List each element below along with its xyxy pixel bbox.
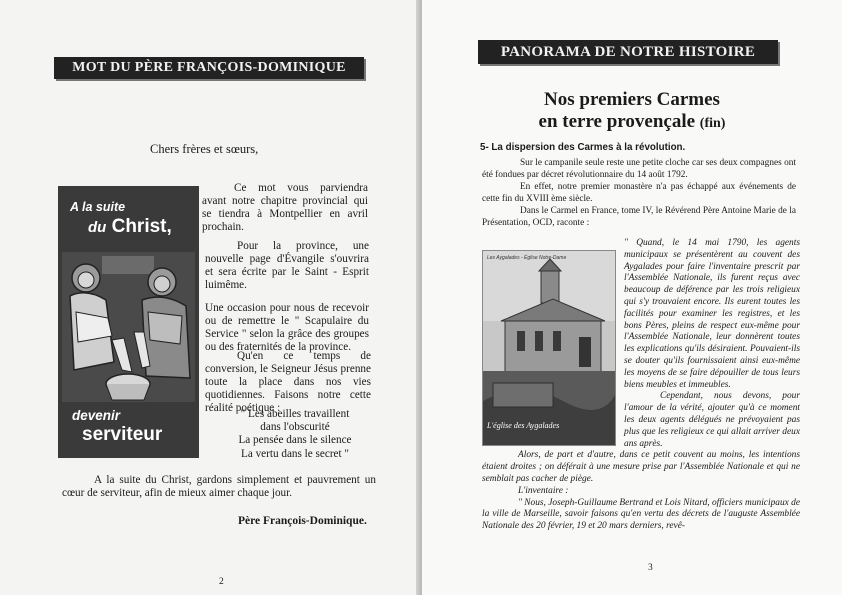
greeting: Chers frères et sœurs,	[150, 142, 259, 156]
paragraph-2: Pour la province, une nouvelle page d'Évangile s'ouvrira et sera écrite par le Saint - Esprit luimême.	[205, 240, 369, 291]
page-number: 3	[648, 563, 653, 573]
quote-paragraph-2: Cependant, nous devons, pour l'amour de la vérité, ajouter qu'à ce moment les deux agents délégués ne prévoyaient pas plus que les religieux ce qui allait arriver deux ans après.	[624, 391, 800, 449]
poster-christ: Christ,	[111, 216, 172, 237]
poem-line: dans l'obscurité	[260, 421, 330, 434]
title-fin: (fin)	[699, 116, 726, 131]
photo-caption-top: Les Aygalades - Église Notre-Dame	[487, 255, 567, 261]
church-photo	[482, 250, 616, 446]
washing-feet-illustration	[62, 252, 195, 402]
photo-caption: L'église des Aygalades	[487, 421, 560, 430]
closing-paragraph: A la suite du Christ, gardons simplement et pauvrement un cœur de serviteur, afin de mieux aimer chaque jour.	[62, 474, 376, 499]
title-line-1: Nos premiers Carmes	[544, 89, 720, 110]
poem-line: La pensée dans le silence	[238, 434, 352, 447]
poster-line4: serviteur	[82, 424, 163, 445]
section-banner: PANORAMA DE NOTRE HISTOIRE	[478, 40, 778, 64]
right-page	[422, 0, 842, 595]
poem	[225, 408, 365, 461]
poster-du: du	[88, 219, 107, 236]
title-line-2: en terre provençale	[538, 111, 696, 132]
quote-paragraph-5: " Nous, Joseph-Guillaume Bertrand et Lois Nitard, officiers municipaux de la ville de Marseille, savoir faisons qu'en vertu des décrets de l'auguste Assemblée Nationale des 20 février, 19 et 20 mars derniers, revê-	[482, 497, 800, 532]
section-banner: MOT DU PÈRE FRANÇOIS-DOMINIQUE	[54, 57, 364, 79]
article-title	[422, 89, 842, 135]
paragraph-3: Dans le Carmel en France, tome IV, le Révérend Père Antoine Marie de la Présentation, OCD, raconte :	[482, 206, 796, 228]
christ-servant-poster	[58, 186, 199, 458]
poem-line: La vertu dans le secret "	[240, 447, 349, 460]
poster-line2	[88, 216, 172, 238]
poem-line: " Les abeilles travaillent	[240, 408, 350, 420]
quote-paragraph-3: Alors, de part et d'autre, dans ce petit couvent au moins, les intentions étaient droites ; on déférait à une mesure prise par l'Assemblée Nationale et qui ne semblait pas cacher de piège.	[482, 450, 800, 484]
section-heading: 5- La dispersion des Carmes à la révolution.	[480, 142, 686, 153]
left-page	[0, 0, 420, 595]
poster-line1: A la suite	[70, 200, 126, 214]
church-illustration	[483, 251, 616, 446]
photo-frame	[482, 250, 616, 446]
paragraph-2: En effet, notre premier monastère n'a pas échappé aux événements de cette fin du XVIII ème siècle.	[482, 182, 796, 204]
paragraph-1: Sur le campanile seule reste une petite cloche car ses deux compagnes ont été fondues par décret révolutionnaire du 14 août 1792.	[482, 158, 796, 180]
quote-block	[482, 238, 800, 533]
quote-paragraph-1: " Quand, le 14 mai 1790, les agents municipaux se présentèrent au couvent des Aygalades pour faire l'inventaire prescrit par l'Assemblée Nationale, ils furent reçus avec beaucoup de déférence par les trois religieux qui s'y trouvaient encore. Ils eurent toutes les facilités pour examiner les registres, et les bons Pères, pleins de respect eux-même pour l'Assemblée Nationale, leur donnèrent toutes les explications qu'ils désiraient. Pouvaient-ils se douter qu'ils fournissaient ainsi eux-même les moyens de se faire dépouiller de tous leurs biens meubles et immeubles.	[624, 238, 800, 390]
page-number: 2	[219, 577, 224, 587]
paragraph-1: Ce mot vous parviendra avant notre chapitre provincial qui se tiendra à Montpellier en avril prochain.	[202, 182, 368, 233]
paragraph-3: Une occasion pour nous de recevoir ou de remettre le " Scapulaire du Service " selon la grâce des groupes ou des fraternités de la province.	[205, 302, 369, 353]
poster-line3: devenir	[72, 408, 121, 423]
signature: Père François-Dominique.	[238, 515, 367, 527]
quote-paragraph-4: L'inventaire :	[518, 485, 569, 496]
paragraph-4: Qu'en ce temps de conversion, le Seigneur Jésus prenne toute la place dans nos vies quotidiennes. Faisons notre cette réalité poétique :	[205, 350, 371, 414]
